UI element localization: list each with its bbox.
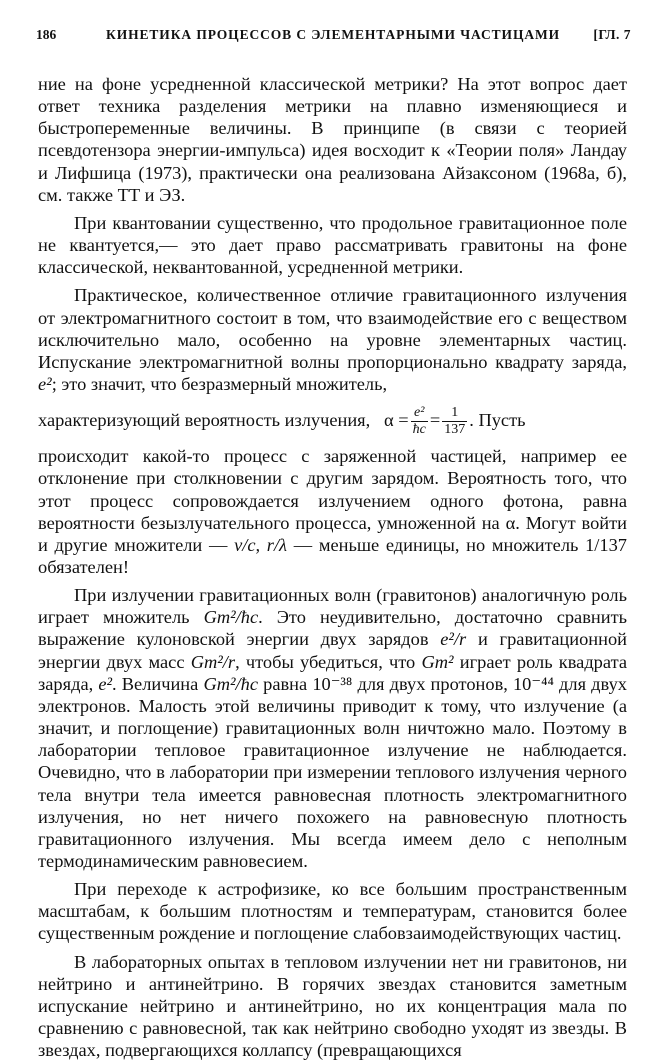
paragraph-3a [38,284,627,395]
text-span: играет роль квадрата заряда, [38,651,627,694]
paragraph-1: ние на фоне усредненной классической метрики? На этот вопрос дает ответ техника разделения метрики на плавно изменяющиеся и быстропеременные величины. В принципе (в связи с теорией псевдотензора энергии-импульса) идея восходит к «Теории поля» Ландау и Лифшица (1973), практически она реализована Айзаксоном (1968а, б), см. также ТТ и ЭЗ. [38,74,627,205]
formula-gm2: Gm² [421,651,454,672]
paragraph-6: В лабораторных опытах в тепловом излучении нет ни гравитонов, ни нейтрино и антинейтрино. В горячих звездах становится заметным испускание нейтрино и антинейтрино, но их концентрация мала по сравнению с равновесной, так как нейтрино свободно уходят из звезды. В звездах, подвергающихся коллапсу (превращающихся [38,951,627,1061]
text-span: происходит какой-то процесс с заряженной частицей, например ее отклонение при столкновении с другим зарядом. Вероятность того, что этот процесс сопровождается излучением одного фотона, равна вероятности безызлучательного процесса, умноженной на α. Могут войти и другие множители — [38,446,627,555]
alpha-symbol: α = [384,410,409,431]
formula-gm2-hc: Gm²/ħc [203,673,258,694]
fraction-denominator: ħc [412,422,426,438]
paragraph-4 [38,584,627,872]
text-span: Практическое, количественное отличие гравитационного излучения от электромагнитного состоит в том, что взаимодействие его с веществом исключительно мало, особенно на уровне элементарных частиц. Испускание электромагнитной волны пропорционально квадрату заряда, [38,285,627,372]
running-title: КИНЕТИКА ПРОЦЕССОВ С ЭЛЕМЕНТАРНЫМИ ЧАСТИЦАМИ [106,27,561,42]
equals-sign: = [429,410,441,431]
text-span: . Это неудивительно, достаточно сравнить выражение кулоновской энергии двух зарядов [38,607,627,650]
text-span: . Пусть [469,410,526,431]
fraction-1-137 [442,405,467,438]
text-span: — меньше единицы, но множитель 1/137 обязателен! [38,534,627,577]
page-header [36,27,631,51]
fraction-denominator: 137 [444,422,466,438]
paragraph-5: При переходе к астрофизике, ко все большим пространственным масштабам, к большим плотностям и температурам, становится более существенным рождение и поглощение слабовзаимодействующих частиц. [38,879,627,944]
formula-e2: e² [38,374,52,395]
formula-v-c: v/c, r/λ [234,534,288,555]
fraction-numerator: e² [411,405,428,422]
page-number: 186 [36,27,57,42]
text-span: ; это значит, что безразмерный множитель, [51,374,388,395]
formula-line [38,397,627,443]
formula-gm2-r: Gm²/r [190,651,236,672]
text-span: и гравитационной энергии двух масс [38,629,627,672]
chapter-label: [ГЛ. 7 [593,27,631,42]
formula-e2-r: e²/r [440,629,467,650]
paragraph-3b [38,445,627,578]
text-span: , чтобы убедиться, что [235,651,416,672]
paragraph-2: При квантовании существенно, что продольное гравитационное поле не квантуется,— это дает право рассматривать гравитоны на фоне классической, неквантованной, усредненной метрики. [38,212,627,278]
formula-gm2-hc: Gm²/ħc [203,607,259,628]
formula-e2: e² [98,673,113,694]
fraction-e2-hc [411,405,428,438]
fraction-numerator: 1 [442,405,467,422]
text-span: равна 10⁻³⁸ для двух протонов, 10⁻⁴⁴ для двух электронов. Малость этой величины приводит к тому, что излучение (а значит, и поглощение) гравитационных волн ничтожно мало. Поэтому в лаборатории тепловое гравитационное излучение не наблюдается. Очевидно, что в лаборатории при измерении теплового излучения черного тела внутри тела имеется равновесная плотность электромагнитного излучения, но нет ничего похожего на равновесную плотность гравитационного излучения. Мы всегда имеем дело с неполным термодинамическим равновесием. [38,673,627,871]
text-span: При излучении гравитационных волн (гравитонов) аналогичную роль играет множитель [38,585,627,628]
text-span: характеризующий вероятность излучения, [38,410,371,431]
text-span: . Величина [112,673,199,694]
page-body [38,73,627,1061]
